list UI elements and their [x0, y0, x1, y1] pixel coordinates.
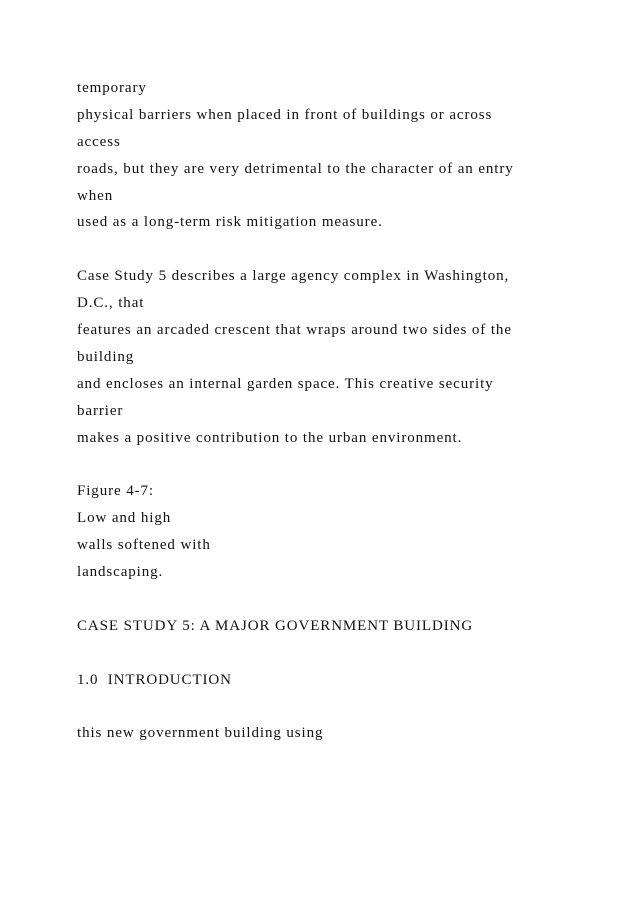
section-heading: 1.0 INTRODUCTION	[77, 671, 232, 688]
body-text-line: Case Study 5 describes a large agency complex in Washington,	[77, 268, 510, 285]
body-text-line: D.C., that	[77, 295, 145, 312]
body-text-line: barrier	[77, 402, 124, 419]
document-body	[77, 75, 617, 747]
body-text-line: used as a long-term risk mitigation measure.	[77, 214, 383, 231]
body-text-line: roads, but they are very detrimental to the character of an entry	[77, 160, 514, 177]
paragraph-spacer	[77, 451, 617, 478]
paragraph-spacer	[77, 586, 617, 613]
figure-caption-line: Figure 4-7:	[77, 483, 154, 500]
body-text-line: and encloses an internal garden space. This creative security	[77, 375, 494, 392]
figure-caption-line: walls softened with	[77, 537, 211, 554]
figure-caption-line: landscaping.	[77, 564, 164, 581]
paragraph-spacer	[77, 640, 617, 667]
body-text-line: makes a positive contribution to the urban environment.	[77, 429, 463, 446]
body-text-line: when	[77, 187, 114, 204]
paragraph-spacer	[77, 236, 617, 263]
body-text-line: physical barriers when placed in front of buildings or across	[77, 106, 493, 123]
body-text-line: this new government building using	[77, 725, 324, 742]
body-text-line: features an arcaded crescent that wraps around two sides of the	[77, 322, 512, 339]
paragraph-spacer	[77, 693, 617, 720]
body-text-line: access	[77, 133, 121, 150]
figure-caption-line: Low and high	[77, 510, 172, 527]
case-study-heading: CASE STUDY 5: A MAJOR GOVERNMENT BUILDING	[77, 617, 474, 634]
body-text-line: temporary	[77, 80, 147, 96]
body-text-line: building	[77, 348, 135, 365]
